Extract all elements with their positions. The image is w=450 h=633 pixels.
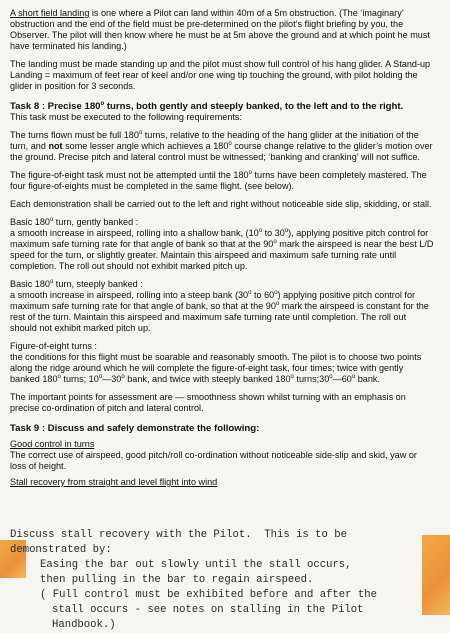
- demonstration-paragraph: Each demonstration shall be carried out to the left and right without noticeable side slip, skidding, or stall.: [10, 199, 432, 209]
- steep-b: to 60: [251, 290, 275, 300]
- task-8-heading: [10, 101, 435, 112]
- steep-title-a: Basic 180: [10, 279, 50, 289]
- turns-requirement-paragraph: [10, 130, 435, 163]
- p3-b: turns, relative to the heading of the hang glider at the initiation of the turn, and: [10, 130, 419, 151]
- degree-sign: o: [49, 216, 54, 223]
- degree-sign: o: [138, 129, 143, 136]
- typed-line-6: stall occurs - see notes on stalling in the Pilot: [52, 604, 364, 616]
- tape-strip-right: [422, 535, 450, 615]
- fig8-f: —60: [332, 374, 352, 384]
- gentle-d: mark the airspeed is near the best L/D speed for the turn, or slightly greater. Maintain this airspeed and maximum safe turning rate until completion. The roll out should not exhibit marked pitch up.: [10, 239, 434, 271]
- stall-recovery-subheading: Stall recovery from straight and level flight into wind: [10, 477, 218, 487]
- typed-line-3: Easing the bar out slowly until the stall occurs,: [40, 559, 352, 571]
- document-body: [10, 8, 435, 488]
- p3-d: some lesser angle which achieves a 180: [62, 141, 229, 151]
- short-field-landing-term: A short field landing: [10, 8, 90, 18]
- gentle-turn-text: [10, 228, 435, 272]
- degree-sign: o: [273, 238, 277, 245]
- steep-d: mark the airspeed is constant for the rest of the turn. Maintain this airspeed and maximum safe turning rate until completion. The roll out should not exhibit marked pitch up.: [10, 301, 429, 333]
- task-8-heading-a: Task 8 : Precise 180: [10, 101, 101, 112]
- typed-line-4: then pulling in the bar to regain airspeed.: [40, 574, 314, 586]
- gentle-turn-title: [10, 217, 435, 228]
- p3-not: not: [48, 141, 63, 151]
- steep-a: a smooth increase in airspeed, rolling into a steep bank (30: [10, 290, 249, 300]
- p3-e: course change relative to the glider’s motion over the ground. Precise pitch and lateral control must be witnessed; ‘banking and cranking’ will not suffice.: [10, 141, 433, 162]
- gentle-c: ), applying positive pitch control for maximum safe turning rate for that angle of bank so that at the 90: [10, 228, 429, 249]
- degree-sign: o: [258, 227, 263, 234]
- figure-eight-text: [10, 352, 435, 385]
- steep-turn-text: [10, 290, 435, 334]
- degree-sign: o: [49, 278, 54, 285]
- steep-title-b: turn, steeply banked :: [53, 279, 143, 289]
- steep-c: ) applying positive pitch control for maximum safe turning rate for that angle of bank, so that at the 90: [10, 290, 416, 311]
- degree-sign: o: [248, 289, 252, 296]
- short-field-landing-text: is one where a Pilot can land within 40m of a 5m obstruction. (The ‘imaginary’ obstruction and the end of the field must be pre-determined on the pilot’s flight briefing by you, the Observer. The pilot will then know where he must be at 5m above the ground and at which point he must have terminated his landing.): [10, 8, 430, 51]
- assessment-points-paragraph: The important points for assessment are — smoothness shown whilst turning with an emphasis on precise co-ordination of pitch and lateral control.: [10, 392, 406, 413]
- degree-sign: o: [228, 140, 232, 147]
- typed-line-7: Handbook.): [52, 619, 116, 631]
- typewritten-insert: [10, 528, 400, 633]
- typed-line-1: Discuss stall recovery with the Pilot. This is to be: [10, 529, 347, 541]
- degree-sign: o: [248, 169, 252, 176]
- fig8-a: the conditions for this flight must be soarable and reasonably smooth. The pilot is to choose two points along the ridge around which he will complete the figure-of-eight task, four times; twice with gently banked 180: [10, 352, 422, 384]
- figure-eight-prereq-paragraph: [10, 170, 435, 192]
- degree-sign: o: [275, 300, 280, 307]
- degree-sign: o: [290, 373, 294, 380]
- degree-sign: o: [100, 100, 105, 107]
- p3-a: The turns flown must be full 180: [10, 130, 139, 140]
- fig8-c: —30: [102, 374, 122, 384]
- degree-sign: o: [98, 373, 103, 380]
- landing-requirements-paragraph: The landing must be made standing up and the pilot must show full control of his hang glider. A Stand-up Landing = maximum of feet rear of keel and/or one wing tip touching the ground, with pilot holding the glider in position for 3 seconds.: [10, 59, 431, 91]
- degree-sign: o: [329, 373, 333, 380]
- typed-line-2: demonstrated by:: [10, 544, 112, 556]
- short-field-landing-paragraph: [10, 8, 435, 52]
- task-8-heading-b: turns, both gently and steeply banked, to the left and to the right.: [104, 101, 404, 112]
- p4-b: turns have been completely mastered. The four figure-of-eights must be completed in the same flight. (see below).: [10, 170, 427, 191]
- task-8-intro: This task must be executed to the following requirements:: [10, 112, 243, 122]
- typed-line-5: ( Full control must be exhibited before and after the: [40, 589, 377, 601]
- good-control-subheading: Good control in turns: [10, 439, 95, 449]
- gentle-a: a smooth increase in airspeed, rolling into a shallow bank, (10: [10, 228, 259, 238]
- fig8-g: bank.: [355, 374, 380, 384]
- gentle-b: to 30: [262, 228, 285, 238]
- good-control-text: The correct use of airspeed, good pitch/roll co-ordination without noticeable side-slip and skid, yaw or loss of height.: [10, 450, 417, 471]
- degree-sign: o: [274, 289, 278, 296]
- figure-eight-title: Figure-of-eight turns :: [10, 341, 97, 351]
- steep-turn-title: [10, 279, 435, 290]
- fig8-b: turns; 10: [60, 374, 99, 384]
- degree-sign: o: [351, 373, 356, 380]
- fig8-e: turns;30: [293, 374, 330, 384]
- degree-sign: o: [284, 227, 289, 234]
- gentle-title-b: turn, gently banked :: [53, 217, 139, 227]
- degree-sign: o: [57, 373, 61, 380]
- p4-a: The figure-of-eight task must not be attempted until the 180: [10, 170, 249, 180]
- task-9-heading: Task 9 : Discuss and safely demonstrate the following:: [10, 423, 260, 434]
- gentle-title-a: Basic 180: [10, 217, 50, 227]
- fig8-d: bank, and twice with steeply banked 180: [124, 374, 291, 384]
- degree-sign: o: [121, 373, 125, 380]
